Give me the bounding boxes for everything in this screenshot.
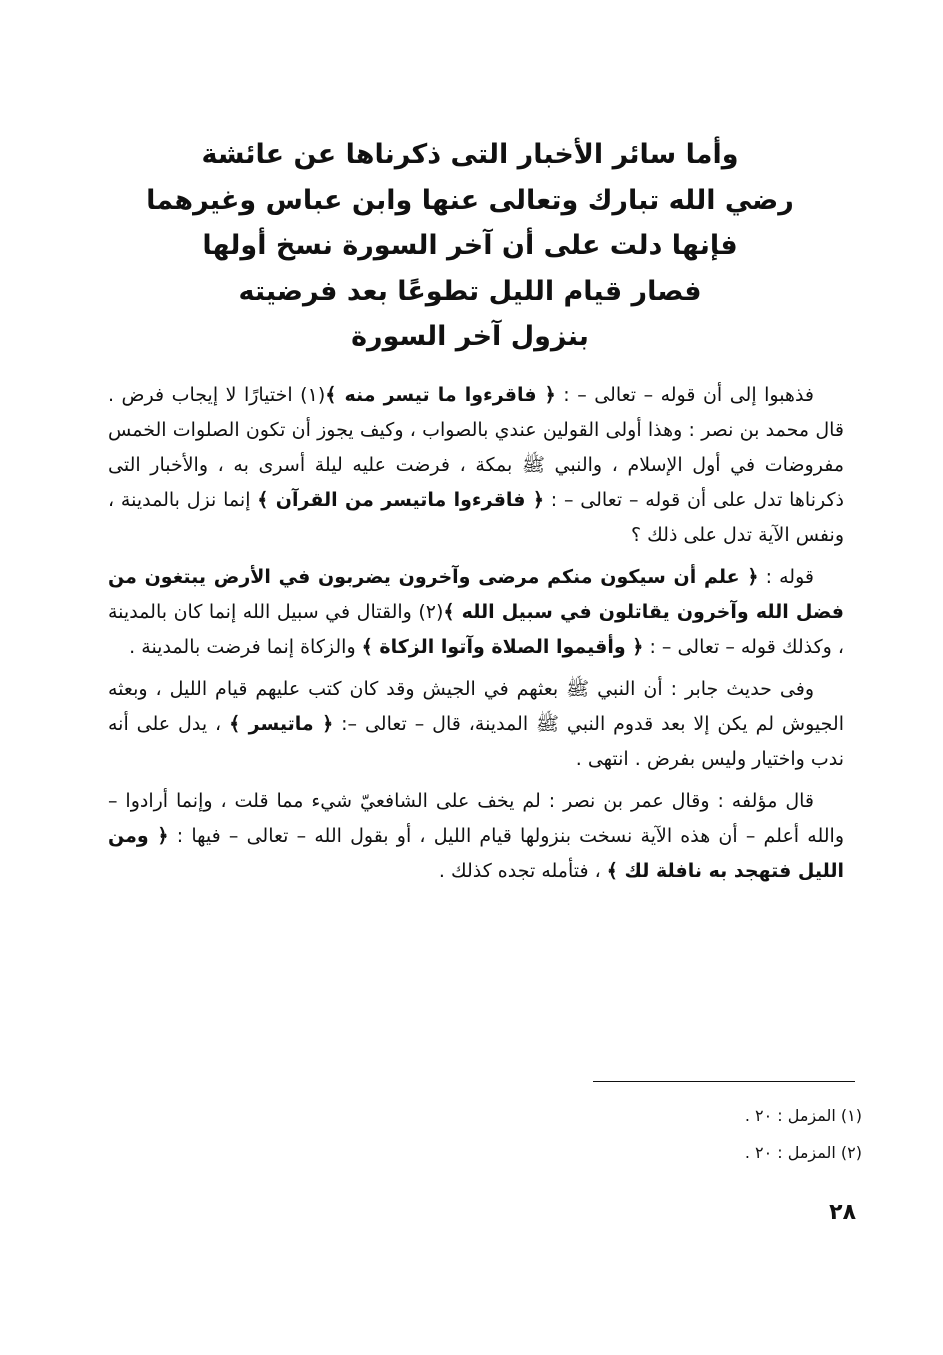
body-text [108,378,844,896]
text-segment: ، يدل على أنه ندب واختيار وليس بفرض . انتهى . [108,713,844,770]
quran-verse: ﴿ علم أن سيكون منكم مرضى وآخرون يضربون في الأرض يبتغون من فضل الله وآخرون يقاتلون في سبيل الله ﴾ [108,566,844,623]
text-segment: قال مؤلفه : وقال عمر بن نصر : لم يخف على الشافعيّ شيء مما قلت ، وإنما أرادوا – والله أعلم – أن هذه الآية نسخت بنزولها قيام الليل ، أو بقول الله – تعالى – فيها : [108,790,844,847]
heading-line: وأما سائر الأخبار التى ذكرناها عن عائشة [201,139,739,170]
paragraph [108,378,844,553]
paragraph [108,784,844,889]
heading-line: فإنها دلت على أن آخر السورة نسخ أولها [202,230,738,261]
paragraph [108,672,844,777]
heading-line: بنزول آخر السورة [351,321,589,352]
text-segment: قوله : [758,566,814,588]
quran-verse: ﴿ وأقيموا الصلاة وآتوا الزكاة ﴾ [361,636,644,658]
footnote: (١) المزمل : ٢٠ . [744,1106,862,1125]
text-segment: وفى حديث جابر : أن النبي ﷺ بعثهم في الجيش وقد كان كتب عليهم قيام الليل ، وبعثه الجيوش لم يكن إلا بعد قدوم النبي ﷺ المدينة، قال – تعالى –: [108,678,844,735]
text-segment: ، فتأمله تجده كذلك . [438,860,607,882]
text-segment: (١) اختيارًا لا إيجاب فرض . قال محمد بن نصر : وهذا أولى القولين عندي بالصواب ، وكيف يجوز أن تكون الصلوات الخمس مفروضات في أول الإسلام ، والنبي ﷺ بمكة ، فرضت عليه ليلة أسرى به ، والأخبار التى ذكرناها تدل على أن قوله – تعالى – : [108,384,844,511]
heading-line: فصار قيام الليل تطوعًا بعد فرضيته [238,275,702,307]
footnote: (٢) المزمل : ٢٠ . [744,1143,862,1162]
chapter-heading [120,132,820,360]
text-segment: (٢) والقتال في سبيل الله إنما كان بالمدينة ، وكذلك قوله – تعالى – : [108,601,844,658]
text-segment: والزكاة إنما فرضت بالمدينة . [129,636,362,658]
quran-verse: ﴿ فاقرءوا ماتيسر من القرآن ﴾ [257,489,544,511]
heading-line: رضي الله تبارك وتعالى عنها وابن عباس وغيرهما [146,184,794,216]
footnote-divider [593,1081,855,1082]
text-segment: إنما نزل بالمدينة ، ونفس الآية تدل على ذلك ؟ [108,489,844,546]
text-segment: فذهبوا إلى أن قوله – تعالى – : [555,384,815,406]
page-number: ٢٨ [829,1200,856,1225]
paragraph [108,560,844,665]
quran-verse: ﴿ فاقرءوا ما تيسر منه ﴾ [325,384,556,406]
quran-verse: ﴿ ماتيسر ﴾ [229,713,334,735]
quran-verse: ﴿ ومن الليل فتهجد به نافلة لك ﴾ [108,825,844,882]
footnotes [500,1097,862,1171]
